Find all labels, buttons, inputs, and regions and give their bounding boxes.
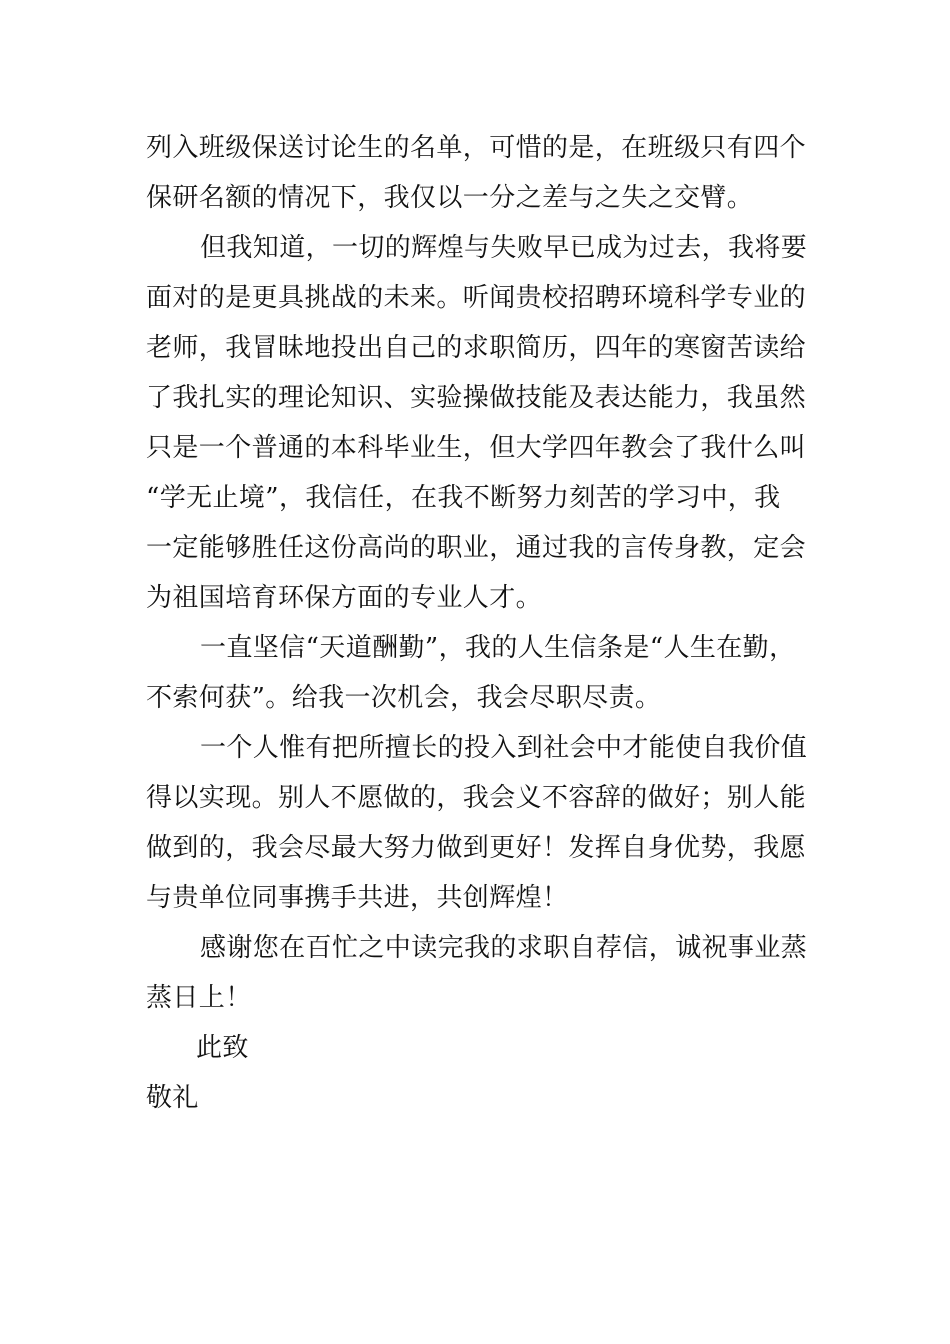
body-line: 老师，我冒昧地投出自己的求职简历，四年的寒窗苦读给	[146, 333, 807, 363]
body-line: 面对的是更具挑战的未来。听闻贵校招聘环境科学专业的	[146, 283, 807, 313]
body-line: 一定能够胜任这份高尚的职业，通过我的言传身教，定会	[146, 533, 807, 563]
paragraph-start-line: 一直坚信“天道酬勤”，我的人生信条是“人生在勤，	[200, 633, 796, 663]
body-line: 做到的，我会尽最大努力做到更好！发挥自身优势，我愿	[146, 833, 807, 863]
body-line: “学无止境”，我信任，在我不断努力刻苦的学习中，我	[146, 483, 781, 513]
body-line: 了我扎实的理论知识、实验操做技能及表达能力，我虽然	[146, 383, 807, 413]
body-line: 为祖国培育环保方面的专业人才。	[146, 583, 543, 613]
body-line: 蒸日上！	[146, 983, 252, 1013]
closing-regards: 敬礼	[146, 1083, 199, 1113]
paragraph-start-line: 一个人惟有把所擅长的投入到社会中才能使自我价值	[200, 733, 808, 763]
body-line: 不索何获”。给我一次机会，我会尽职尽责。	[146, 683, 662, 713]
body-line: 得以实现。别人不愿做的，我会义不容辞的做好；别人能	[146, 783, 807, 813]
body-line: 列入班级保送讨论生的名单，可惜的是，在班级只有四个	[146, 133, 807, 163]
closing-salutation: 此致	[196, 1033, 249, 1063]
body-line: 保研名额的情况下，我仅以一分之差与之失之交臂。	[146, 183, 754, 213]
body-line: 只是一个普通的本科毕业生，但大学四年教会了我什么叫	[146, 433, 807, 463]
paragraph-start-line: 但我知道，一切的辉煌与失败早已成为过去，我将要	[200, 233, 808, 263]
body-line: 与贵单位同事携手共进，共创辉煌！	[146, 883, 569, 913]
paragraph-start-line: 感谢您在百忙之中读完我的求职自荐信，诚祝事业蒸	[200, 933, 808, 963]
